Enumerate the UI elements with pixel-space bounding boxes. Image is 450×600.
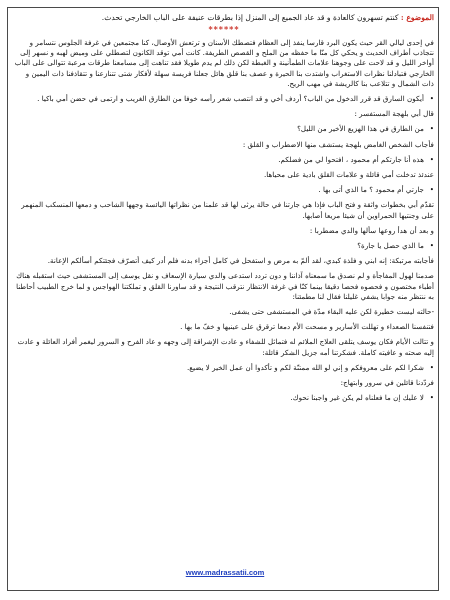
- dialogue-line: • ما الذي حصل يا جارة؟: [14, 241, 434, 251]
- narrative-paragraph: و تتالت الأيام فكان يوسف يتلقى العلاج الملائم له فتماثل للشفاء و عادت الإشراقة إلى وجهه و عاد الفرح و السرور ليغمر أفراد العائلة و عادت إليه صحته و عافيته كاملة. فشكرتنا أمه جزيل الشكر قائلة:: [17, 337, 434, 357]
- website-link[interactable]: www.madrassatii.com: [185, 568, 265, 577]
- narrative-paragraph: فأجاب الشخص الغامض بلهجة يستشف منها الاضطراب و القلق :: [242, 139, 434, 149]
- dialogue-line: • من الطارق في هذا الهزيع الأخير من الليل؟: [14, 124, 434, 134]
- dialogue-line: • أيكون السارق قد قرر الدخول من الباب؟ أردف أخي و قد انتصب شعر رأسه خوفا من الطارق الغريب و ارتمى في حضن أمي باكيا .: [14, 94, 434, 104]
- story-paragraphs: [14, 38, 434, 403]
- narrative-paragraph: -حالته ليست خطيرة لكن عليه البقاء مدّة في المستشفى حتى يشفى.: [229, 307, 434, 317]
- topic-label: الموضوع :: [400, 13, 434, 22]
- narrative-paragraph: صدمنا لهول المفاجأة و لم نصدق ما سمعناه آذاننا و دون تردد استدعى والدي سيارة الإسعاف و نقل يوسف إلى المستشفى حيث استقبله هناك أطباء مختصون و فحصوه فحصا دقيقا بينما كنّا في غرفة الانتظار نترقب النتيجة و قد ساورنا القلق و تملكتنا الهواجس و لما خرج الطبيب أحاطنا به ننتظر منه جوابا يشفي غليلنا فقال لنا مطمئنا:: [16, 271, 434, 301]
- document-body: [14, 12, 434, 592]
- dialogue-line: • جارتي أم محمود ؟ ما الذي أتى بها .: [14, 185, 434, 195]
- dialogue-line: • شكرا لكم على معروفكم و إني لو الله ممتنّة لكم و تأكدوا أن عمل الخير لا يضيع.: [14, 363, 434, 373]
- narrative-paragraph: و بعد أن هدأ روعها سألها والدي مضطربا :: [309, 225, 434, 235]
- dialogue-line: • هذه أنا جارتكم أم محمود ، افتحوا لي من فضلكم.: [14, 155, 434, 165]
- narrative-paragraph: فتنفسنا الصعداء و تهللت الأسارير و مسحت الأم دمعا ترقرق على عينيها و خفّ ما بها .: [180, 322, 434, 332]
- narrative-paragraph: قال أبي بلهجة المستفسر :: [354, 109, 434, 119]
- narrative-paragraph: تقدّم أبي بخطوات واثقة و فتح الباب فإذا هي جارتنا في حالة يرثى لها قد علمنا من نظراتها اليائسة وجهها الشاحب و دمعها المنسكب المنهمر على وجنتيها الحمراوين أن شيئا مريعا أصابها.: [21, 200, 434, 220]
- topic-text: كنتم تسهرون كالعادة و قد عاد الجميع إلى المنزل إذا بطرقات عنيفة على الباب الخارجي تحدث.: [101, 13, 401, 22]
- narrative-paragraph: في إحدى ليالي القر حيث يكون البرد قارسا ينفذ إلى العظام فتصطك الأسنان و ترتعش الأوصال، كنا مجتمعين في غرفة الجلوس نتسامر و نتجاذب أطراف الحديث و يحكي كل منّا ما حفظه من الملح و القصص الطريفة. كانت أمي توقد الكانون لتصطلي على وميض لهبه و نسهر إلى أواخر الليل و قد لاحت على وجوهنا علامات الطمأنينة و الغبطة لكن ذلك لم يدم طويلا فقد تناهت إلى مسامعنا طرقات مرعبة تتوالى على الباب الخارجي فتبادلنا نظرات الاستغراب واشتدت بنا الحيرة و عصف بنا قلق هائل جعلنا فريسة سهلة لأفكار شتى تتنازعنا و تتقاذفنا ذات اليمين و ذات الشمال و تتلاعب بنا كالريشة في مهب الريح.: [14, 38, 434, 88]
- topic-heading: [14, 12, 434, 23]
- dialogue-line: • لا عليك إن ما فعلناه لم يكن غير واجبنا نحوك.: [14, 393, 434, 403]
- narrative-paragraph: عندئذ تدخلت أمي قائلة و علامات القلق بادية على محياها.: [264, 170, 434, 180]
- narrative-paragraph: فأجابته مرتبكة: إنه ابني و فلذة كبدي، لقد ألمّ به مرض و استفحل في كامل أجزاء بدنه فلم أدر كيف أتصرّف فجئتكم أسألكم الإعانة.: [47, 256, 434, 266]
- separator-stars: ******: [208, 24, 240, 34]
- narrative-paragraph: فردّدنا قائلين في سرور وابتهاج:: [340, 378, 434, 388]
